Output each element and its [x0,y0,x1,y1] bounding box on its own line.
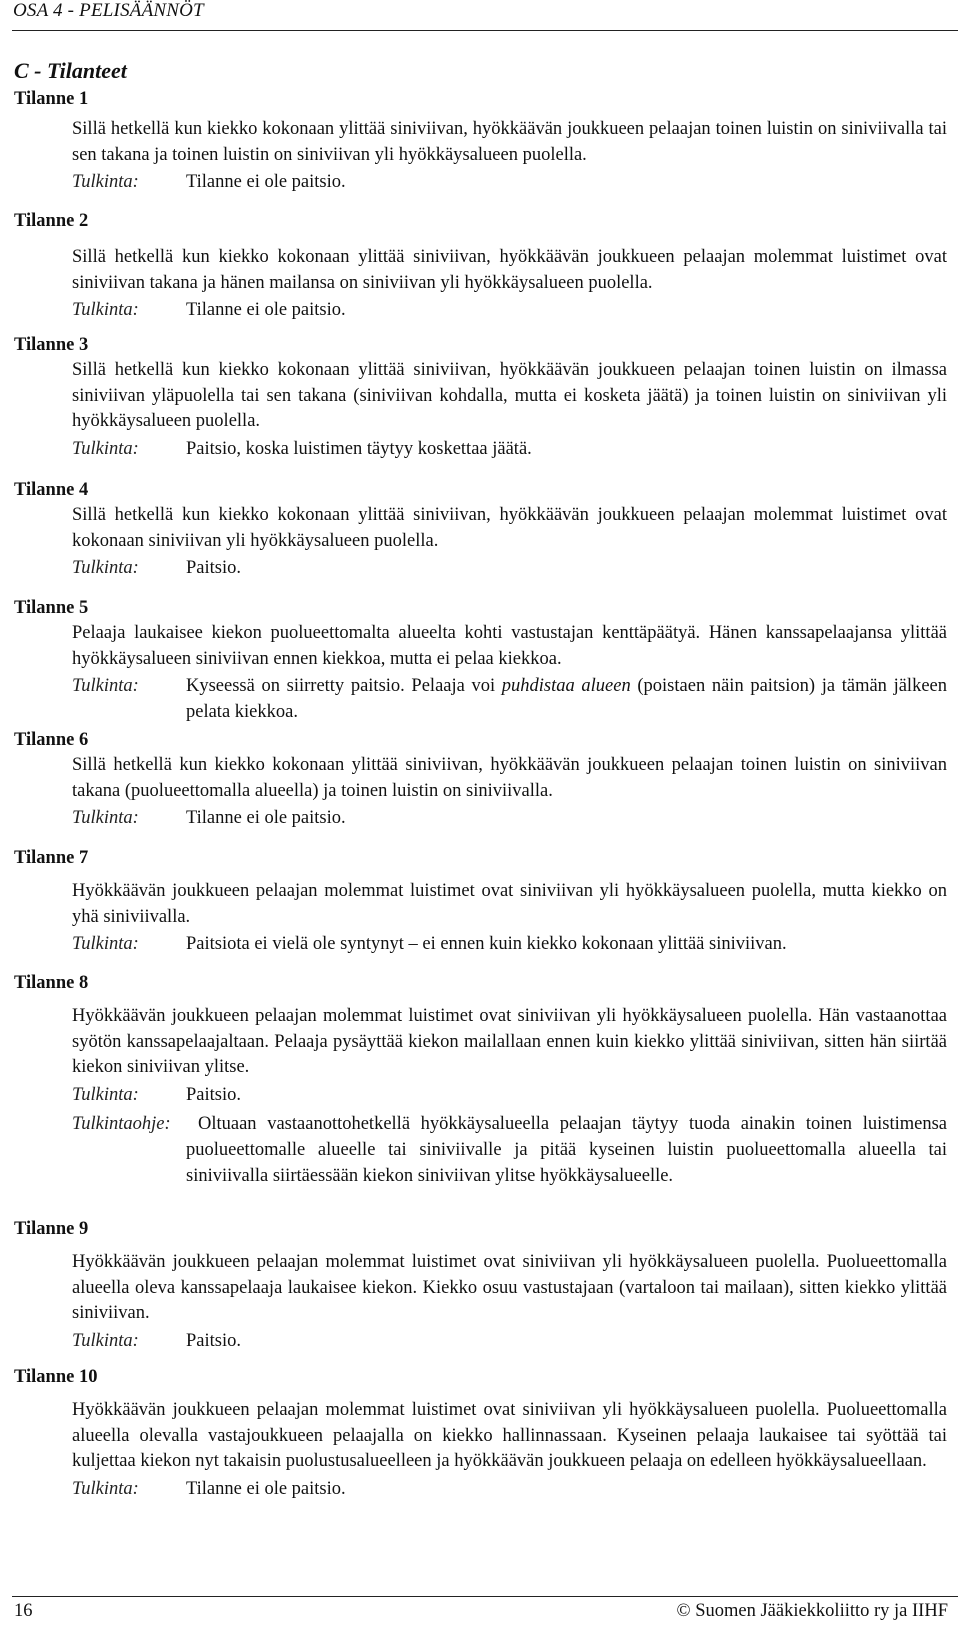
situation-title: Tilanne 6 [14,730,89,750]
situation-5 [14,595,949,727]
situation-title: Tilanne 8 [14,973,89,993]
situation-9 [14,1216,949,1364]
interpretation-label: Tulkinta: [72,172,139,193]
interpretation-label: Tulkinta: [72,934,139,955]
header-title: OSA 4 - PELISÄÄNNÖT [13,0,204,21]
interpretation-label: Tulkinta: [72,808,139,829]
situation-description: Pelaaja laukaisee kiekon puolueettomalta alueelta kohti vastustajan kenttäpäätyä. Hänen kanssapelaajansa ylittää hyökkäysalueen siniviivan ennen kiekkoa, mutta ei pelaa kiekkoa. [72,623,947,669]
interpretation-text: Paitsio. [186,558,241,579]
interpretation-label: Tulkinta: [72,676,139,697]
page-number: 16 [14,1601,33,1621]
interpretation-text [72,674,947,725]
interpretation-emphasis: puhdistaa alueen [501,676,631,697]
situation-10 [14,1364,949,1514]
situation-title: Tilanne 1 [14,89,89,109]
situation-description: Sillä hetkellä kun kiekko kokonaan ylittää siniviivan, hyökkäävän joukkueen pelaajan toinen luistin on siniviivalla tai sen takana ja toinen luistin on siniviivan yli hyökkäysalueen puolella. [72,119,947,165]
situation-description: Sillä hetkellä kun kiekko kokonaan ylittää siniviivan, hyökkäävän joukkueen pelaajan toinen luistin on siniviivan takana (puolueettomalla alueella) ja toinen luistin on siniviivalla. [72,755,947,801]
interpretation [72,1477,947,1503]
interpretation [72,170,947,196]
interpretation [72,298,947,324]
interpretation-text: Tilanne ei ole paitsio. [186,172,346,193]
situation-title: Tilanne 10 [14,1367,98,1387]
situation-description: Hyökkäävän joukkueen pelaajan molemmat luistimet ovat siniviivan yli hyökkäysalueen puolella, mutta kiekko on yhä siniviivalla. [72,881,947,927]
interpretation [72,1329,947,1355]
situations-list [14,86,949,1514]
interpretation-text-b: (poistaen näin paitsion) ja tämän jälkeen pelata kiekkoa. [186,676,947,722]
interpretation-label: Tulkinta: [72,558,139,579]
interpretation-text: Paitsiota ei vielä ole syntynyt – ei ennen kuin kiekko kokonaan ylittää siniviivan. [186,934,787,955]
situation-title: Tilanne 5 [14,598,89,618]
situation-6 [14,727,949,845]
situation-title: Tilanne 2 [14,211,89,231]
interpretation-guide [72,1112,947,1189]
interpretation-guide-text: Oltuaan vastaanottohetkellä hyökkäysalueella pelaajan täytyy tuoda ainakin toinen luistimensa puolueettomalle alueelle tai siniviivalle ja pitää kyseinen luistin puolueettomalla alueella tai siniviivalla siirtäessään kiekon siniviivan ylitse hyökkäysalueelle. [186,1114,947,1186]
interpretation-label: Tulkinta: [72,300,139,321]
situation-title: Tilanne 4 [14,480,89,500]
situation-2 [14,208,949,332]
interpretation-label: Tulkinta: [72,1084,139,1105]
interpretation [72,556,947,582]
situation-title: Tilanne 9 [14,1219,89,1239]
interpretation [72,674,947,725]
situation-description: Hyökkäävän joukkueen pelaajan molemmat luistimet ovat siniviivan yli hyökkäysalueen puolella. Hän vastaanottaa syötön kanssapelaajaltaan. Pelaaja pysäyttää kiekon mailallaan ennen kuin kiekko ylittää siniviivan, sitten hän siirtää kiekon siniviivan ylitse. [72,1006,947,1078]
interpretation [72,437,947,463]
situation-3 [14,332,949,477]
situation-description: Sillä hetkellä kun kiekko kokonaan ylittää siniviivan, hyökkäävän joukkueen pelaajan molemmat luistimet ovat siniviivan takana ja hänen mailansa on siniviivan yli hyökkäysalueen puolella. [72,247,947,293]
situation-description: Hyökkäävän joukkueen pelaajan molemmat luistimet ovat siniviivan yli hyökkäysalueen puolella. Puolueettomalla alueella oleva kanssapelaaja laukaisee kiekon. Kiekko osuu vastustajaan (vartaloon tai mailaan), sitten kiekko ylittää siniviivan. [72,1252,947,1324]
page-footer [12,1596,958,1629]
section-title: C - Tilanteet [14,58,127,83]
interpretation-text: Tilanne ei ole paitsio. [186,300,346,321]
situation-7 [14,845,949,970]
situation-title: Tilanne 7 [14,848,89,868]
interpretation-label: Tulkinta: [72,1330,139,1351]
situation-description: Sillä hetkellä kun kiekko kokonaan ylittää siniviivan, hyökkäävän joukkueen pelaajan molemmat luistimet ovat kokonaan siniviivan yli hyökkäysalueen puolella. [72,505,947,551]
interpretation-guide-label: Tulkintaohje: [72,1114,171,1135]
interpretation [72,1083,947,1109]
situation-1 [14,86,949,208]
situation-title: Tilanne 3 [14,335,89,355]
interpretation-text: Paitsio. [186,1330,241,1351]
interpretation [72,932,947,958]
situation-4 [14,477,949,595]
interpretation-text: Paitsio. [186,1084,241,1105]
interpretation-label: Tulkinta: [72,1478,139,1499]
situation-description: Hyökkäävän joukkueen pelaajan molemmat luistimet ovat siniviivan yli hyökkäysalueen puolella. Puolueettomalla alueella olevalla vastajoukkueen pelaajalla on kiekko hallinnassaan. Kyseinen pelaaja laukaisee tai syöttää tai kuljettaa kiekon nyt takaisin puolustusalueelleen ja hyökkäävän joukkueen pelaaja on edelleen hyökkäysalueellaan. [72,1400,947,1472]
interpretation-text-a: Kyseessä on siirretty paitsio. Pelaaja voi [186,676,502,697]
interpretation-label: Tulkinta: [72,438,139,459]
interpretation-text: Tilanne ei ole paitsio. [186,808,346,829]
copyright-notice: © Suomen Jääkiekkoliitto ry ja IIHF [676,1601,948,1621]
interpretation-text: Tilanne ei ole paitsio. [186,1478,346,1499]
interpretation-text: Paitsio, koska luistimen täytyy koskettaa jäätä. [186,438,532,459]
situation-description: Sillä hetkellä kun kiekko kokonaan ylittää siniviivan, hyökkäävän joukkueen pelaajan toinen luistin on ilmassa siniviivan yläpuolella tai sen takana (siniviivan kohdalla, mutta ei kosketa jäätä) ja toinen luistin on siniviivan yli hyökkäysalueen puolella. [72,360,947,432]
situation-8 [14,970,949,1216]
interpretation [72,806,947,832]
page-header [12,0,958,31]
